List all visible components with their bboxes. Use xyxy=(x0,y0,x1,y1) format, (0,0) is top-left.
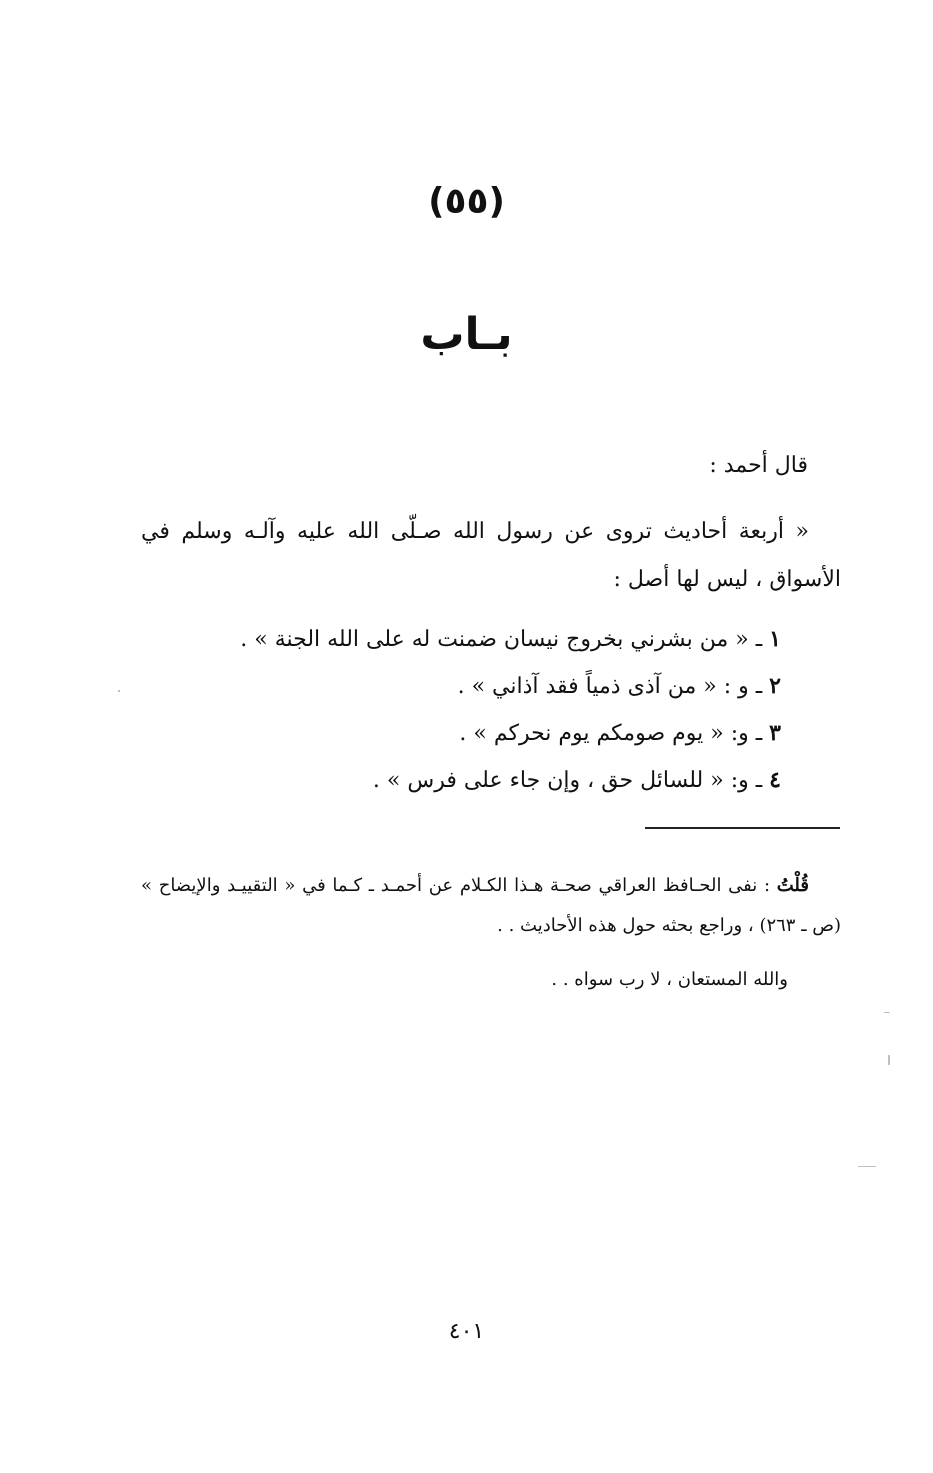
chapter-title: بـاب xyxy=(420,309,513,360)
scan-speck xyxy=(118,690,120,692)
footnote-paragraph xyxy=(141,866,841,946)
hadith-item xyxy=(161,757,781,804)
scan-speck xyxy=(858,1166,876,1167)
scan-speck xyxy=(888,1055,890,1065)
quote-paragraph: « أربعة أحاديث تروى عن رسول الله صـلّى الله عليه وآلـه وسلم في الأسواق ، ليس لها أصل : xyxy=(141,519,841,592)
hadith-text: ـ « من بشرني بخروج نيسان ضمنت له على الله الجنة » . xyxy=(240,627,763,652)
hadith-text: ـ و: « يوم صومكم يوم نحركم » . xyxy=(459,721,763,746)
hadith-number: ٢ xyxy=(769,673,781,699)
hadith-number: ٣ xyxy=(769,720,781,746)
hadith-item xyxy=(161,710,781,757)
footnote-separator xyxy=(645,827,840,829)
footnote-lead: قُلْتُ xyxy=(776,875,809,896)
hadith-list xyxy=(161,616,781,804)
intro-line: قال أحمد : xyxy=(709,453,808,478)
page-number: ٤٠١ xyxy=(448,1319,485,1344)
closing-line: والله المستعان ، لا رب سواه . . xyxy=(551,969,788,990)
hadith-item xyxy=(161,663,781,710)
hadith-number: ١ xyxy=(769,626,781,652)
hadith-item xyxy=(161,616,781,663)
hadith-text: ـ و: « للسائل حق ، وإن جاء على فرس » . xyxy=(372,768,763,793)
footnote-text: : نفى الحـافظ العراقي صحـة هـذا الكـلام عن أحمـد ـ كـما في « التقييـد والإيضاح » (ص ـ ٢٦٣) ، وراجع بحثه حول هذه الأحاديث . . xyxy=(141,875,841,936)
hadith-text: ـ و : « من آذى ذمياً فقد آذاني » . xyxy=(457,674,763,699)
chapter-number: (٥٥) xyxy=(428,181,505,222)
scan-speck xyxy=(884,1012,890,1013)
hadith-number: ٤ xyxy=(769,767,781,793)
